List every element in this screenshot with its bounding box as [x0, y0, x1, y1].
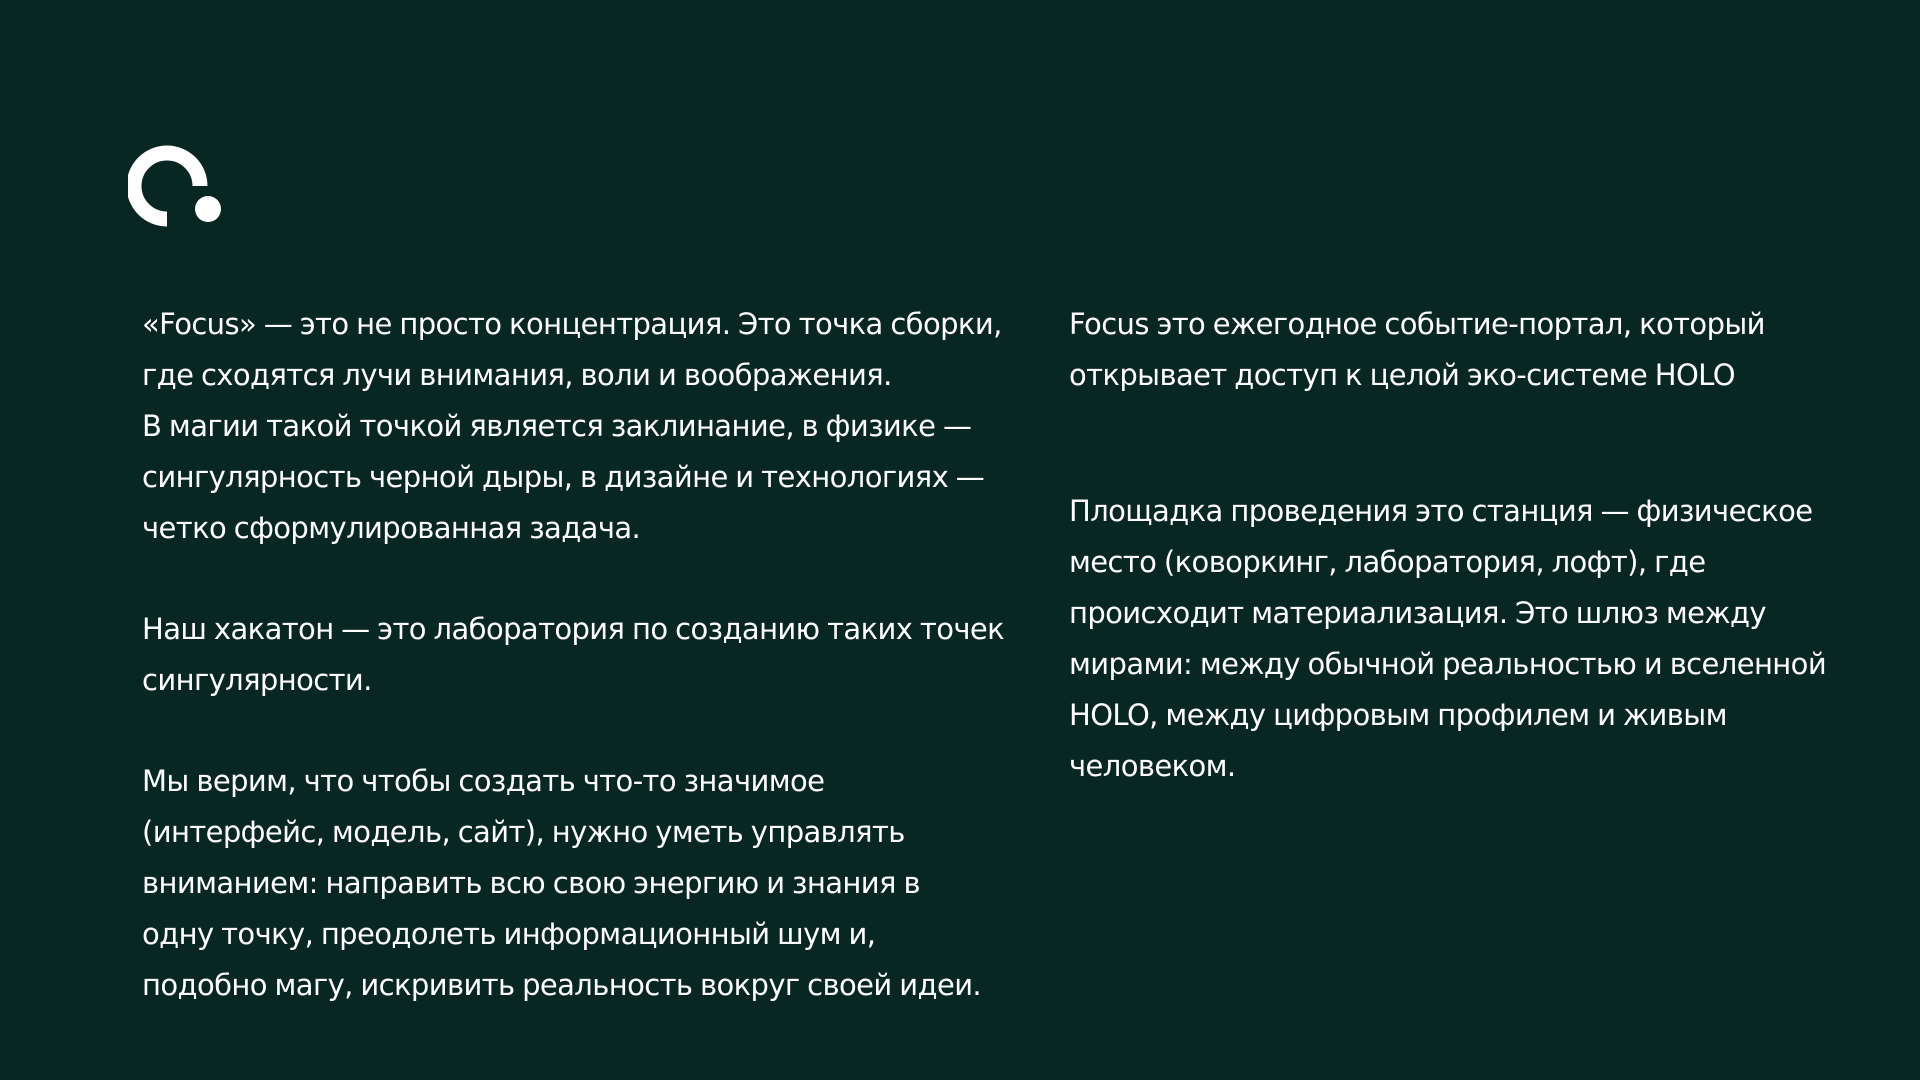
hackathon-paragraph — [142, 604, 1012, 706]
open-circle-dot-logo-icon — [128, 136, 228, 232]
text-line: HOLO, между цифровым профилем и живым — [1069, 698, 1727, 732]
text-line: Наш хакатон — это лаборатория по созданию таких точек — [142, 612, 1005, 646]
text-line: мирами: между обычной реальностью и вселенной — [1069, 647, 1827, 681]
logo — [128, 136, 228, 232]
text-line: сингулярности. — [142, 663, 372, 697]
paragraph-spacer — [142, 554, 1012, 604]
left-column — [142, 299, 1012, 1011]
event-paragraph — [1069, 299, 1889, 401]
text-line: происходит материализация. Это шлюз между — [1069, 596, 1766, 630]
venue-paragraph — [1069, 486, 1889, 792]
right-column — [1069, 299, 1889, 792]
text-line: человеком. — [1069, 749, 1236, 783]
text-line: (интерфейс, модель, сайт), нужно уметь управлять — [142, 815, 905, 849]
belief-paragraph — [142, 756, 1012, 1011]
text-line: вниманием: направить всю свою энергию и знания в — [142, 866, 920, 900]
text-line: где сходятся лучи внимания, воли и воображения. — [142, 358, 892, 392]
text-line: Площадка проведения это станция — физическое — [1069, 494, 1813, 528]
text-line: «Focus» — это не просто концентрация. Это точка сборки, — [142, 307, 1002, 341]
text-line: место (коворкинг, лаборатория, лофт), где — [1069, 545, 1706, 579]
text-line: сингулярность черной дыры, в дизайне и технологиях — — [142, 460, 985, 494]
text-line: Мы верим, что чтобы создать что-то значимое — [142, 764, 825, 798]
text-line: одну точку, преодолеть информационный шум и, — [142, 917, 876, 951]
intro-paragraph — [142, 299, 1012, 554]
text-line: открывает доступ к целой эко-системе HOLO — [1069, 358, 1735, 392]
text-line: В магии такой точкой является заклинание, в физике — — [142, 409, 972, 443]
text-line: Focus это ежегодное событие-портал, который — [1069, 307, 1765, 341]
text-line: четко сформулированная задача. — [142, 511, 641, 545]
paragraph-spacer — [1069, 401, 1889, 486]
text-line: подобно магу, искривить реальность вокруг своей идеи. — [142, 968, 982, 1002]
paragraph-spacer — [142, 706, 1012, 756]
